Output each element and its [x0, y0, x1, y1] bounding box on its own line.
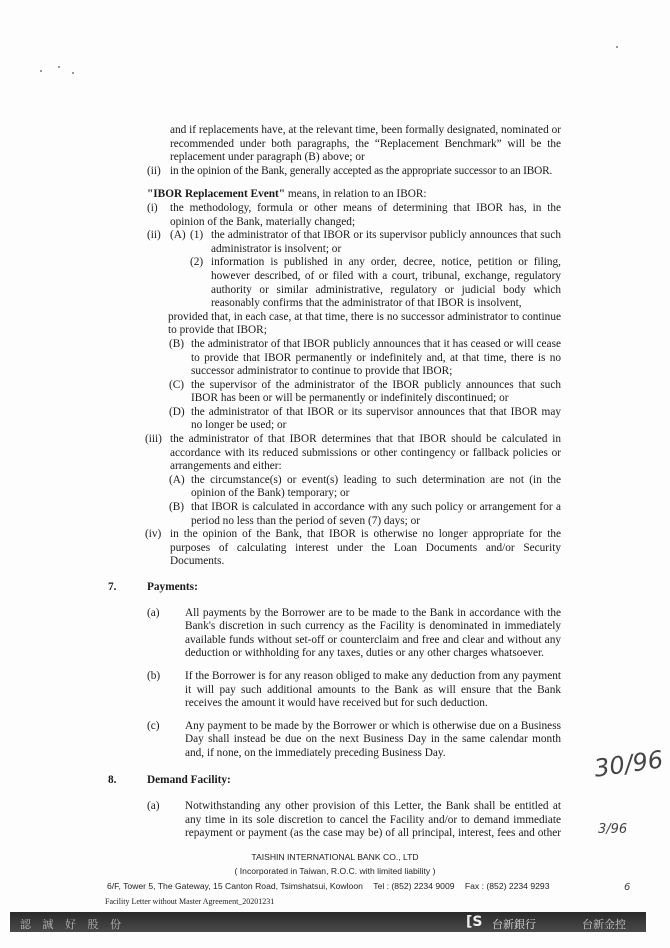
- clause-text: the administrator of that IBOR or its supervisor publicly announces that such administrator is insolvent; or: [211, 229, 561, 255]
- section-title: Payments:: [147, 581, 198, 593]
- bar-right-text: 台新金控: [582, 918, 626, 931]
- clause-row: [169, 406, 670, 433]
- proviso-text: provided that, in each case, at that time, there is no successor administrator to continue to provide that IBOR;: [168, 310, 561, 337]
- clause-row: [169, 501, 670, 528]
- section-heading: [108, 581, 670, 595]
- clause-text: in the opinion of the Bank, that IBOR is otherwise no longer appropriate for the purposes of calculating interest under the Loan Documents and/or Security Documents.: [170, 528, 561, 568]
- clause-label: (A): [169, 473, 185, 486]
- section-heading: [108, 774, 670, 788]
- handwritten-page-mark: 30/96: [592, 745, 665, 783]
- clause-row: [145, 528, 670, 569]
- scan-speck: [72, 72, 74, 74]
- clause-text: information is published in any order, decree, notice, petition or filing, however described, of or filed with a court, tribunal, exchange, regulatory authority or similar administrative, regulatory or judicial body which reasonably confirms that the administrator of that IBOR is insolvent,: [211, 256, 561, 310]
- scan-speck: [616, 46, 618, 48]
- bar-left-text: 認 誠 好 股 份: [20, 918, 125, 931]
- handwritten-page-mark: 3/96: [598, 822, 628, 837]
- page-number: 6: [624, 882, 631, 893]
- clause-label: (iv): [145, 528, 162, 541]
- clause-text: that IBOR is calculated in accordance with any such policy or arrangement for a period no less than the period of seven (7) days; or: [191, 501, 561, 527]
- clause-text: If the Borrower is for any reason obliged to make any deduction from any payment it will pay such additional amounts to the Bank as will ensure that the Bank receives the amount it would have received but for such deduction.: [185, 669, 561, 710]
- clause-row: [169, 474, 670, 501]
- footer-incorporation: ( Incorporated in Taiwan, R.O.C. with limited liability ): [234, 866, 436, 876]
- clause-label: (a): [147, 800, 160, 813]
- clause-label: (1): [190, 229, 204, 242]
- clause-row: [147, 202, 670, 229]
- clause-row: [147, 800, 670, 841]
- clause-label: (C): [169, 378, 185, 391]
- clause-row: [147, 229, 670, 256]
- clause-text: the methodology, formula or other means of determining that IBOR has, in the opinion of the Bank, materially changed;: [170, 201, 561, 228]
- clause-text: the administrator of that IBOR determines that that IBOR should be calculated in accordance with its reduced submissions or other contingency or fallback policies or arrangements and either:: [170, 433, 561, 473]
- clause-label: (A): [170, 229, 186, 242]
- clause-label: (a): [147, 606, 160, 619]
- clause-label: (ii): [147, 164, 161, 177]
- footer-tel: Tel : (852) 2234 9009: [373, 881, 455, 891]
- clause-text: Notwithstanding any other provision of this Letter, the Bank shall be entitled at any time in its sole discretion to cancel the Facility and/or to demand immediate repayment or payment (as the case may be) of all principal, interest, fees and other: [185, 800, 561, 840]
- ibor-event-heading: [147, 188, 670, 202]
- clause-row: [190, 256, 670, 310]
- clause-label: (iii): [145, 433, 162, 446]
- clause-label: (c): [147, 719, 160, 732]
- definition-intro: means, in relation to an IBOR:: [285, 188, 427, 201]
- clause-text: All payments by the Borrower are to be made to the Bank in accordance with the Bank's discretion in such currency as the Facility is denominated in immediately available funds without set-off or counterclaim and free and clear and without any deduction or withholding for any taxes, duties or any other charges whatsoever.: [185, 606, 561, 660]
- clause-text: the administrator of that IBOR or its supervisor announces that that IBOR may no longer be used; or: [191, 405, 561, 432]
- clause-row: [168, 311, 670, 338]
- clause-text: in the opinion of the Bank, generally accepted as the appropriate successor to an IBOR.: [170, 164, 553, 177]
- footer-contact: [107, 881, 549, 891]
- clause-row: [147, 607, 670, 661]
- defined-term: "IBOR Replacement Event": [147, 188, 286, 201]
- clause-row: [170, 124, 670, 165]
- clause-row: [145, 433, 670, 474]
- clause-text: the supervisor of the administrator of the IBOR publicly announces that such IBOR has been or will be permanently or indefinitely discontinued; or: [191, 378, 561, 405]
- footer-fax: Fax : (852) 2234 9293: [464, 881, 550, 891]
- replacement-benchmark-paragraph: and if replacements have, at the relevant time, been formally designated, nominated or recommended under both paragraphs, the “Replacement Benchmark” will be the replacement under paragraph (B) above; or: [170, 124, 561, 164]
- clause-row: [169, 379, 670, 406]
- clause-text: the administrator of that IBOR publicly announces that it has ceased or will cease to provide that IBOR permanently or indefinitely and, at that time, there is no successor administrator to continue to provide that IBOR;: [191, 337, 561, 378]
- clause-text: the circumstance(s) or event(s) leading to such determination are not (in the opinion of the Bank) temporary; or: [191, 473, 561, 500]
- clause-row: [169, 338, 670, 379]
- section-title: Demand Facility:: [147, 773, 231, 786]
- taishin-logo-icon: [S: [466, 914, 483, 930]
- clause-label: (B): [169, 501, 185, 514]
- footer-address: 6/F, Tower 5, The Gateway, 15 Canton Road, Tsimshatsui, Kowloon: [107, 881, 363, 891]
- clause-text: Any payment to be made by the Borrower or which is otherwise due on a Business Day shall instead be due on the next Business Day in the same calendar month and, if none, on the immediately preceding Business Day.: [185, 719, 561, 759]
- clause-row: [147, 670, 670, 711]
- section-number: 7.: [108, 581, 117, 593]
- clause-label: (i): [147, 201, 158, 214]
- document-body: [0, 124, 670, 841]
- scanned-letterhead-bar: [10, 912, 646, 932]
- clause-label: (D): [169, 405, 185, 418]
- section-number: 8.: [108, 773, 117, 786]
- clause-label: (2): [190, 256, 204, 269]
- bar-logo-text: 台新銀行: [492, 918, 536, 931]
- footer-document-reference: Facility Letter without Master Agreement_20201231: [105, 897, 275, 906]
- clause-row: [147, 165, 670, 179]
- clause-label: (ii): [147, 229, 161, 242]
- scan-speck: [58, 66, 60, 68]
- scan-speck: [40, 70, 42, 72]
- clause-label: (B): [169, 337, 185, 350]
- clause-label: (b): [147, 669, 161, 682]
- footer-bank-name: TAISHIN INTERNATIONAL BANK CO., LTD: [251, 852, 419, 862]
